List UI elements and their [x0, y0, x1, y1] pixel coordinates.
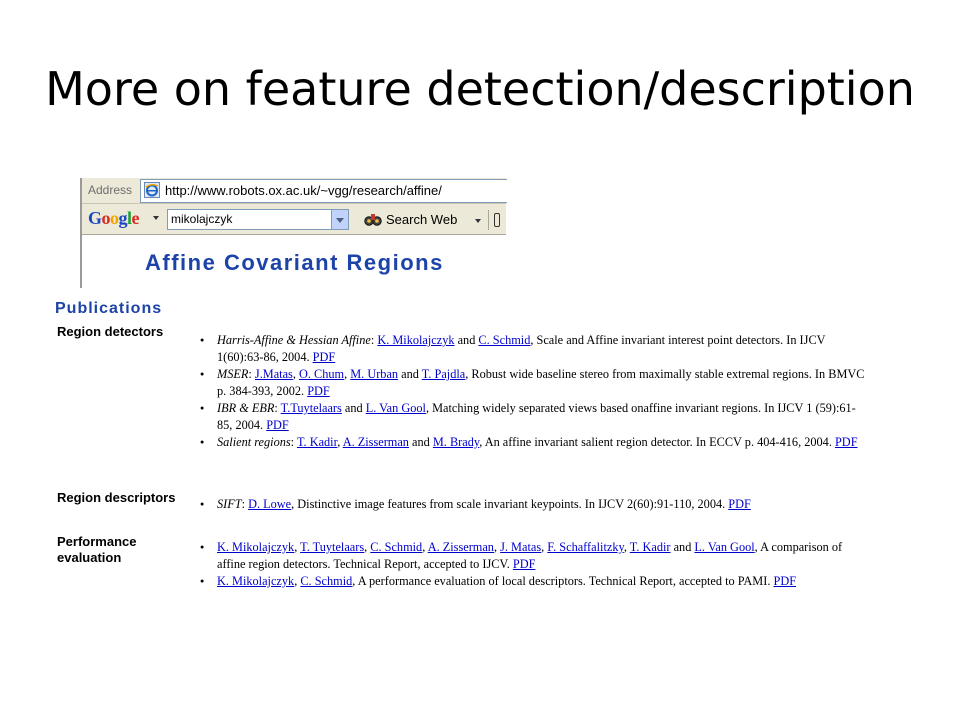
publication-method-title: Salient regions: [217, 435, 291, 449]
toolbar-separator: [488, 210, 489, 230]
google-search-input[interactable]: [167, 209, 349, 230]
region-detectors-list: [200, 332, 865, 451]
google-menu-chevron-icon[interactable]: [153, 216, 159, 220]
search-web-label: Search Web: [386, 212, 458, 227]
publications-section: [50, 288, 868, 594]
publication-entry: ● K. Mikolajczyk, C. Schmid, A performance evaluation of local descriptors. Technical Report, accepted to PAMI. PDF: [200, 573, 865, 590]
publication-entry: ● Harris-Affine & Hessian Affine: K. Mikolajczyk and C. Schmid, Scale and Affine invariant interest point detectors. In IJCV 1(60):63-86, 2004. PDF: [200, 332, 865, 366]
author-link[interactable]: D. Lowe: [248, 497, 292, 511]
author-link[interactable]: T.Tuytelaars: [280, 401, 342, 415]
author-link[interactable]: T. Kadir: [296, 435, 338, 449]
author-link[interactable]: O. Chum: [299, 367, 345, 381]
publication-entry: ● K. Mikolajczyk, T. Tuytelaars, C. Schmid, A. Zisserman, J. Matas, F. Schaffalitzky, T. Kadir and L. Van Gool, A comparison of affine region detectors. Technical Report, accepted to IJCV. PDF: [200, 539, 865, 573]
publications-title: Publications: [55, 300, 163, 317]
author-link[interactable]: A. Zisserman: [342, 435, 409, 449]
google-search-value: mikolajczyk: [171, 212, 233, 226]
author-link[interactable]: F. Schaffalitzky: [547, 540, 624, 554]
pdf-link[interactable]: PDF: [773, 574, 797, 588]
publication-method-title: IBR & EBR: [217, 401, 275, 415]
address-label: Address: [88, 183, 133, 197]
publication-entry: ● IBR & EBR: T.Tuytelaars and L. Van Gool, Matching widely separated views based onaffine invariant regions. In IJCV 1 (59):61-85, 2004. PDF: [200, 400, 865, 434]
address-input[interactable]: [140, 179, 507, 203]
publication-method-title: Harris-Affine & Hessian Affine: [217, 333, 371, 347]
section-label-region-detectors: Region detectors: [57, 324, 164, 339]
search-history-dropdown-icon[interactable]: [331, 210, 348, 229]
author-link[interactable]: K. Mikolajczyk: [217, 540, 295, 554]
google-toolbar: [82, 204, 506, 235]
toolbar-truncated-icon[interactable]: [494, 213, 500, 227]
pdf-link[interactable]: PDF: [728, 497, 751, 511]
author-link[interactable]: J. Matas: [500, 540, 542, 554]
author-link[interactable]: K. Mikolajczyk: [377, 333, 455, 347]
region-descriptors-list: [200, 496, 865, 513]
author-link[interactable]: C. Schmid: [370, 540, 423, 554]
google-logo[interactable]: Google: [88, 208, 140, 228]
author-link[interactable]: L. Van Gool: [365, 401, 426, 415]
address-url: http://www.robots.ox.ac.uk/~vgg/research/affine/: [165, 183, 442, 198]
browser-window: [80, 178, 506, 288]
publication-entry: ● Salient regions: T. Kadir, A. Zisserman and M. Brady, An affine invariant salient region detector. In ECCV p. 404-416, 2004. PDF: [200, 434, 865, 451]
pdf-link[interactable]: PDF: [512, 557, 536, 571]
author-link[interactable]: L. Van Gool: [694, 540, 755, 554]
binoculars-icon: [364, 211, 382, 227]
publication-entry: ● MSER: J.Matas, O. Chum, M. Urban and T. Pajdla, Robust wide baseline stereo from maximally stable extremal regions. In BMVC p. 384-393, 2002. PDF: [200, 366, 865, 400]
publication-method-title: SIFT: [217, 497, 242, 511]
publication-method-title: MSER: [217, 367, 249, 381]
page-heading: Affine Covariant Regions: [145, 250, 444, 275]
author-link[interactable]: T. Kadir: [629, 540, 671, 554]
publication-entry: ● SIFT: D. Lowe, Distinctive image features from scale invariant keypoints. In IJCV 2(60):91-110, 2004. PDF: [200, 496, 865, 513]
pdf-link[interactable]: PDF: [266, 418, 289, 432]
address-bar: [82, 178, 506, 204]
section-label-performance-evaluation: Performance evaluation: [57, 534, 137, 565]
author-link[interactable]: K. Mikolajczyk: [217, 574, 295, 588]
author-link[interactable]: C. Schmid: [300, 574, 353, 588]
ie-page-icon: [144, 182, 160, 198]
section-label-region-descriptors: Region descriptors: [57, 490, 176, 505]
pdf-link[interactable]: PDF: [312, 350, 336, 364]
author-link[interactable]: A. Zisserman: [427, 540, 494, 554]
author-link[interactable]: C. Schmid: [478, 333, 531, 347]
search-web-chevron-icon[interactable]: [475, 219, 481, 223]
author-link[interactable]: T. Pajdla: [421, 367, 466, 381]
author-link[interactable]: M. Brady: [432, 435, 480, 449]
pdf-link[interactable]: PDF: [307, 384, 330, 398]
author-link[interactable]: M. Urban: [350, 367, 399, 381]
pdf-link[interactable]: PDF: [834, 435, 858, 449]
slide-title: More on feature detection/description: [45, 62, 915, 116]
author-link[interactable]: J.Matas: [254, 367, 293, 381]
author-link[interactable]: T. Tuytelaars: [300, 540, 365, 554]
performance-evaluation-list: [200, 539, 865, 590]
